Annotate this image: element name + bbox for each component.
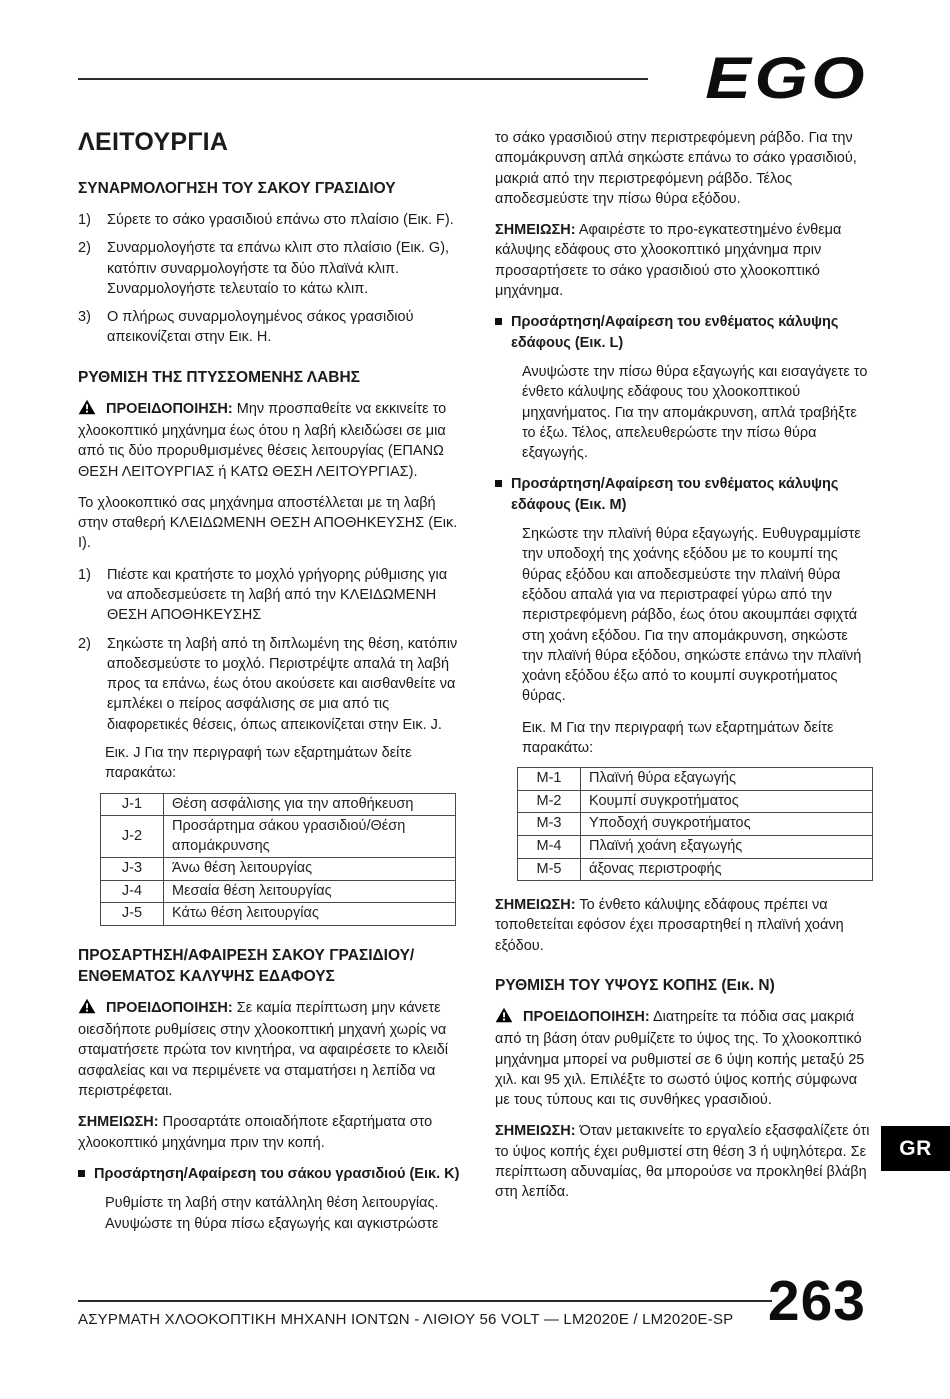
note-label: ΣΗΜΕΙΩΣΗ: [495,222,576,239]
note-paragraph [495,1121,870,1202]
bullet-label: Προσάρτηση/Αφαίρεση του ενθέματος κάλυψης εδάφους (Εικ. M) [511,476,839,513]
table-cell-key: J-5 [101,903,164,926]
table-row [101,793,456,816]
ego-logo: EGO [705,46,868,111]
table-row [101,880,456,903]
table-cell-value: Πλαϊνή θύρα εξαγωγής [581,768,873,791]
table-cell-key: M-3 [518,813,581,836]
square-bullet-icon [78,1170,85,1177]
note-paragraph [78,1112,461,1153]
table-cell-key: J-2 [101,816,164,858]
table-cell-key: J-3 [101,858,164,881]
figure-caption-m: Εικ. M Για την περιγραφή των εξαρτημάτων δείτε παρακάτω: [522,719,834,757]
bullet-item-l [495,312,870,353]
item-text: Σύρετε το σάκο γρασιδιού επάνω στο πλαίσιο (Εικ. F). [107,211,454,228]
section-heading-height: ΡΥΘΜΙΣΗ ΤΟΥ ΥΨΟΥΣ ΚΟΠΗΣ (Εικ. N) [495,977,775,995]
note-text: Αφαιρέστε το προ-εγκατεστημένο ένθεμα κάλυψης εδάφους στο χλοοκοπτικό μηχάνημα πριν προσαρτήσετε το σάκο γρασιδιού στο χλοοκοπτικό μηχάνημα. [495,222,842,300]
bullet-label: Προσάρτηση/Αφαίρεση του σάκου γρασιδιού (Εικ. K) [94,1165,460,1182]
table-cell-key: J-1 [101,793,164,816]
language-tab [881,1126,950,1171]
left-column [78,128,461,1245]
bullet-item-k [78,1164,461,1184]
item-text: Σηκώστε τη λαβή από τη διπλωμένη της θέση, κατόπιν αποδεσμεύστε το μοχλό. Περιστρέψτε απαλά τη λαβή προς τα επάνω, έως ότου ακούσετε και αισθανθείτε να εμπλέκει ο πείρος ασφάλισης σε μια από τις διαφορετικές θέσεις, όπως απεικονίζεται στην Εικ. J. [107,635,458,733]
note-label: ΣΗΜΕΙΩΣΗ: [78,1114,159,1131]
item-number: 2) [78,240,91,257]
table-row [518,858,873,881]
warning-paragraph [495,1007,870,1110]
item-number: 3) [78,309,91,326]
note-text: Προσαρτάτε οποιαδήποτε εξαρτήματα στο χλοοκοπτικό μηχάνημα πριν την κοπή. [78,1114,433,1151]
table-cell-key: M-1 [518,768,581,791]
note-text: Το ένθετο κάλυψης εδάφους πρέπει να τοποθετείται εφόσον έχει προσαρτηθεί η πλαϊνή χοάνη εξόδου. [495,897,844,954]
table-cell-key: M-5 [518,858,581,881]
numbered-item [78,307,461,348]
square-bullet-icon [495,318,502,325]
numbered-item [78,565,461,626]
table-cell-value: Θέση ασφάλισης για την αποθήκευση [164,793,456,816]
warning-text: Σε καμία περίπτωση μην κάνετε οιεσδήποτε ρυθμίσεις στην χλοοκοπτική μηχανή χωρίς να σταματήσετε πρώτα τον κινητήρα, να αφαιρέσετε το κλειδί ασφαλείας και να περιμένετε να σταματήσει η λεπίδα να περιστρέφεται. [78,999,448,1100]
table-row [101,858,456,881]
square-bullet-icon [495,480,502,487]
item-number: 1) [78,566,91,583]
warning-paragraph [78,998,461,1101]
table-cell-value: Άνω θέση λειτουργίας [164,858,456,881]
table-cell-value: Υποδοχή συγκροτήματος [581,813,873,836]
section-heading-handle: ΡΥΘΜΙΣΗ ΤΗΣ ΠΤΥΣΣΟΜΕΝΗΣ ΛΑΒΗΣ [78,368,360,386]
section-heading-attach: ΠΡΟΣΑΡΤΗΣΗ/ΑΦΑΙΡΕΣΗ ΣΑΚΟΥ ΓΡΑΣΙΔΙΟΥ/ ΕΝΘΕΜΑΤΟΣ ΚΑΛΥΨΗΣ ΕΔΑΦΟΥΣ [78,947,415,985]
body-paragraph: Ρυθμίστε τη λαβή στην κατάλληλη θέση λειτουργίας. Ανυψώστε τη θύρα πίσω εξαγωγής και αγκιστρώστε [105,1195,439,1232]
table-cell-key: J-4 [101,880,164,903]
footer-text: ΑΣΥΡΜΑΤΗ ΧΛΟΟΚΟΠΤΙΚΗ ΜΗΧΑΝΗ ΙΟΝΤΩΝ - ΛΙΘΙΟΥ 56 VOLT — LM2020E / LM2020E-SP [78,1311,734,1328]
table-cell-value: Πλαϊνή χοάνη εξαγωγής [581,836,873,859]
note-label: ΣΗΜΕΙΩΣΗ: [495,897,576,914]
parts-table-j [100,793,456,926]
note-paragraph [495,895,870,956]
item-text: Ο πλήρως συναρμολογημένος σάκος γρασιδιού απεικονίζεται στην Εικ. H. [107,309,414,346]
table-row [518,836,873,859]
table-cell-key: M-4 [518,836,581,859]
figure-caption-j: Εικ. J Για την περιγραφή των εξαρτημάτων δείτε παρακάτω: [105,745,412,782]
table-cell-value: Μεσαία θέση λειτουργίας [164,880,456,903]
warning-paragraph [78,399,461,482]
item-number: 1) [78,211,91,228]
table-row [518,790,873,813]
table-row [101,903,456,926]
note-text: Όταν μετακινείτε το εργαλείο εξασφαλίζετε ότι το ύψος κοπής έχει ρυθμιστεί στη θέση 3 ή υψηλότερα. Σε περίπτωση αδυναμίας, θα μπορούσε να προκληθεί βλάβη στη λεπίδα. [495,1123,870,1201]
warning-icon [78,998,96,1020]
table-row [101,816,456,858]
note-paragraph [495,220,870,301]
parts-table-m [517,767,873,881]
page-number: 263 [767,1269,866,1333]
item-number: 2) [78,635,91,652]
right-column [495,128,870,1245]
header-rule [78,78,648,80]
body-paragraph: Ανυψώστε την πίσω θύρα εξαγωγής και εισαγάγετε το ένθετο κάλυψης εδάφους του χλοοκοπτικού μηχανήματος. Για την απομάκρυνση, απλά τραβήξτε το έξω. Τέλος, απελευθερώστε την πίσω θύρα εξαγωγής. [522,363,868,462]
note-label: ΣΗΜΕΙΩΣΗ: [495,1123,576,1140]
section-heading-assembly: ΣΥΝΑΡΜΟΛΟΓΗΣΗ ΤΟΥ ΣΑΚΟΥ ΓΡΑΣΙΔΙΟΥ [78,180,396,197]
body-paragraph: το σάκο γρασιδιού στην περιστρεφόμενη ράβδο. Για την απομάκρυνση απλά σηκώστε επάνω το σάκο γρασιδιού, μακριά από την περιστρεφόμενη ράβδο. Τέλος αποδεσμεύστε την πίσω θύρα εξόδου. [495,130,857,207]
table-cell-value: Προσάρτημα σάκου γρασιδιού/Θέση απομάκρυνσης [164,816,456,858]
body-paragraph: Σηκώστε την πλαϊνή θύρα εξαγωγής. Ευθυγραμμίστε την υποδοχή της χοάνης εξόδου με το κουμπί της θύρας εξόδου και αποδεσμεύστε την πλαϊνή θύρα εξόδου απαλά για να περιστραφεί γύρω από την περιστρεφόμενη ράβδο, έως ότου ακουμπάει σφιχτά στη χοάνη εξόδου. Για την απομάκρυνση, σηκώστε την πλαϊνή θύρα εξόδου, σηκώστε επάνω την πλαϊνή χοάνη εξόδου έξω από το κουμπί συγκροτήματος θύρας. [522,526,862,705]
warning-text: Μην προσπαθείτε να εκκινείτε το χλοοκοπτικό μηχάνημα έως ότου η λαβή κλειδώσει σε μια από τις δύο προρυθμισμένες θέσεις λειτουργίας (ΕΠΑΝΩ ΘΕΣΗ ΛΕΙΤΟΥΡΓΙΑΣ ή ΚΑΤΩ ΘΕΣΗ ΛΕΙΤΟΥΡΓΙΑΣ). [78,400,447,480]
table-row [518,813,873,836]
numbered-item [78,238,461,299]
item-text: Συναρμολογήστε τα επάνω κλιπ στο πλαίσιο (Εικ. G), κατόπιν συναρμολογήστε τα δύο πλαϊνά κλιπ. Συναρμολογήστε τελευταίο το κάτω κλιπ. [107,240,450,297]
table-cell-value: άξονας περιστροφής [581,858,873,881]
page-title: ΛΕΙΤΟΥΡΓΙΑ [78,128,229,156]
item-text: Πιέστε και κρατήστε το μοχλό γρήγορης ρύθμισης για να αποδεσμεύσετε τη λαβή από την ΚΛΕΙΔΩΜΕΝΗ ΘΕΣΗ ΑΠΟΘΗΚΕΥΣΗΣ [107,566,448,624]
numbered-item [78,210,461,230]
two-column-layout [78,128,870,1245]
bullet-item-m [495,474,870,515]
warning-icon [495,1007,513,1029]
page-footer [78,1300,772,1328]
warning-icon [78,399,96,421]
table-cell-value: Κουμπί συγκροτήματος [581,790,873,813]
table-row [518,768,873,791]
table-cell-value: Κάτω θέση λειτουργίας [164,903,456,926]
bullet-label: Προσάρτηση/Αφαίρεση του ενθέματος κάλυψης εδάφους (Εικ. L) [511,314,839,351]
warning-text: Διατηρείτε τα πόδια σας μακριά από τη βάση όταν ρυθμίζετε το ύψος της. Το χλοοκοπτικό μηχάνημα μπορεί να ρυθμιστεί σε 6 ύψη κοπής μεταξύ 25 χιλ. και 95 χιλ. Επιλέξτε το σωστό ύψος κοπής σύμφωνα με τους τύπους και τις συνθήκες γρασιδιού. [495,1008,865,1109]
page-header [78,46,868,111]
warning-label: ΠΡΟΕΙΔΟΠΟΙΗΣΗ: [106,999,233,1016]
table-cell-key: M-2 [518,790,581,813]
numbered-item [78,634,461,735]
language-tab-label: GR [899,1136,932,1160]
body-paragraph: Το χλοοκοπτικό σας μηχάνημα αποστέλλεται με τη λαβή στην σταθερή ΚΛΕΙΔΩΜΕΝΗ ΘΕΣΗ ΑΠΟΘΗΚΕΥΣΗΣ (Εικ. I). [78,494,458,552]
warning-label: ΠΡΟΕΙΔΟΠΟΙΗΣΗ: [106,400,233,417]
warning-label: ΠΡΟΕΙΔΟΠΟΙΗΣΗ: [523,1008,650,1025]
